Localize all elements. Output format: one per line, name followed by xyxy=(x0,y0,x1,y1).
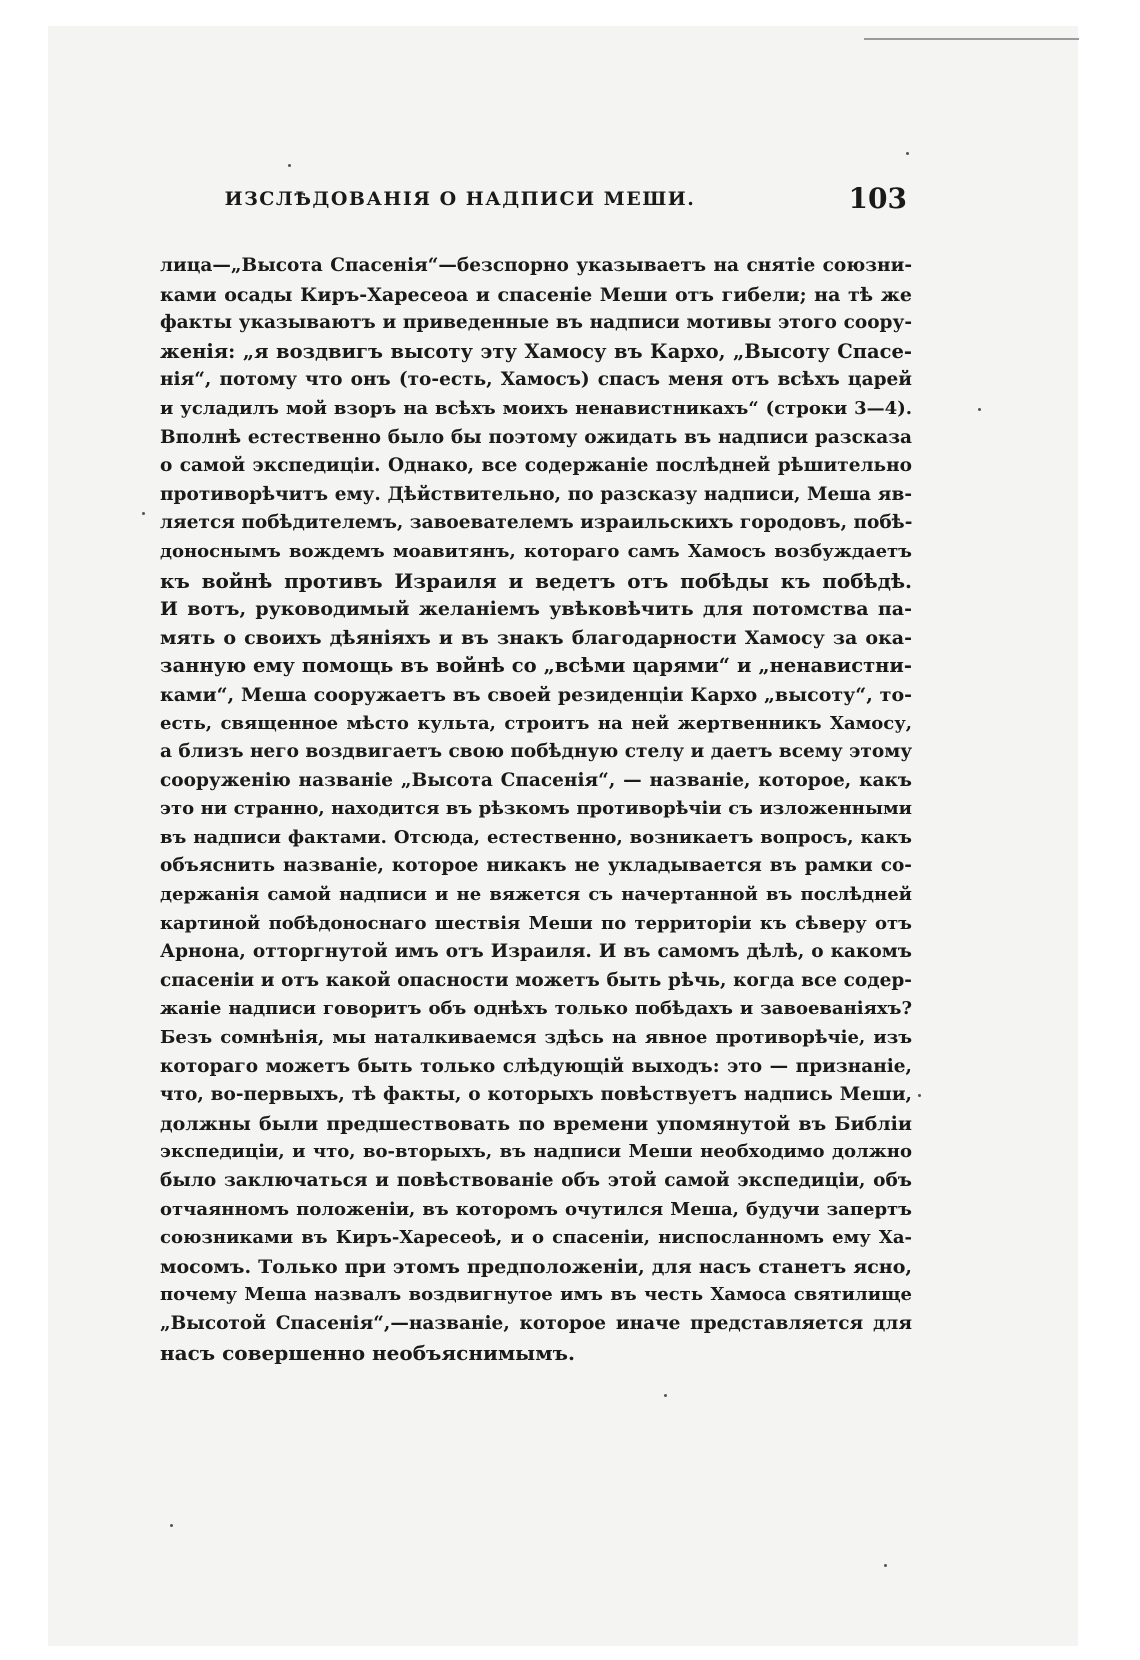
page-number: 103 xyxy=(848,182,907,215)
scan-speck xyxy=(664,1394,667,1397)
text-line: почему Меша назвалъ воздвигнутое имъ въ честь Хамоса святилище xyxy=(160,1284,912,1306)
scan-speck xyxy=(170,1524,173,1527)
text-line: должны были предшествовать по времени упомянутой въ Библіи xyxy=(160,1112,912,1135)
text-line: въ надписи фактами. Отсюда, естественно, возникаетъ вопросъ, какъ xyxy=(160,826,912,848)
text-line: есть, священное мѣсто культа, строитъ на ней жертвенникъ Хамосу, xyxy=(160,712,912,734)
text-line: лица—„Высота Спасенія“—безспорно указываетъ на снятіе союзни- xyxy=(160,255,912,276)
text-line: спасеніи и отъ какой опасности можетъ быть рѣчь, когда все содер- xyxy=(160,969,912,991)
scan-speck xyxy=(918,1094,921,1097)
text-line: мять о своихъ дѣяніяхъ и въ знакъ благодарности Хамосу за ока- xyxy=(160,626,912,649)
text-line: сооруженію названіе „Высота Спасенія“, — названіе, которое, какъ xyxy=(160,769,912,791)
text-line: „Высотой Спасенія“,—названіе, которое иначе представляется для xyxy=(160,1312,912,1334)
text-line: доноснымъ вождемъ моавитянъ, котораго самъ Хамосъ возбуждаетъ xyxy=(160,540,912,562)
text-line: что, во-первыхъ, тѣ факты, о которыхъ повѣствуетъ надпись Меши, xyxy=(160,1084,912,1106)
scan-speck xyxy=(906,152,909,155)
text-line: противорѣчитъ ему. Дѣйствительно, по разсказу надписи, Меша яв- xyxy=(160,483,912,505)
text-line: Безъ сомнѣнія, мы наталкиваемся здѣсь на явное противорѣчіе, изъ xyxy=(160,1027,912,1049)
text-line: объяснить названіе, которое никакъ не укладывается въ рамки со- xyxy=(160,855,912,877)
text-line: женія: „я воздвигъ высоту эту Хамосу въ Кархо, „Высоту Спасе- xyxy=(160,339,912,363)
text-line: держанія самой надписи и не вяжется съ начертанной въ послѣдней xyxy=(160,884,912,906)
text-line: И вотъ, руководимый желаніемъ увѣковѣчить для потомства па- xyxy=(160,598,912,621)
body-text xyxy=(160,252,912,1367)
text-line: котораго можетъ быть только слѣдующій выходъ: это — признаніе, xyxy=(160,1055,912,1077)
text-line: отчаянномъ положеніи, въ которомъ очутился Меша, будучи запертъ xyxy=(160,1198,912,1220)
text-line: мосомъ. Только при этомъ предположеніи, для насъ станетъ ясно, xyxy=(160,1255,912,1278)
text-line: факты указываютъ и приведенные въ надписи мотивы этого соору- xyxy=(160,312,912,334)
text-line: насъ совершенно необъяснимымъ. xyxy=(160,1340,575,1365)
text-line: это ни странно, находится въ рѣзкомъ противорѣчіи съ изложенными xyxy=(160,798,912,820)
text-line: занную ему помощь въ войнѣ со „всѣми царями“ и „ненавистни- xyxy=(160,654,912,678)
text-line: нія“, потому что онъ (то-есть, Хамосъ) спасъ меня отъ всѣхъ царей xyxy=(160,369,912,391)
text-line: было заключаться и повѣствованіе объ этой самой экспедиціи, объ xyxy=(160,1170,912,1191)
text-line: экспедиціи, и что, во-вторыхъ, въ надписи Меши необходимо должно xyxy=(160,1141,912,1163)
scan-speck xyxy=(142,512,145,515)
text-line: жаніе надписи говоритъ объ однѣхъ только побѣдахъ и завоеваніяхъ? xyxy=(160,998,912,1020)
text-line: Арнона, отторгнутой имъ отъ Израиля. И въ самомъ дѣлѣ, о какомъ xyxy=(160,941,912,963)
text-line: къ войнѣ противъ Израиля и ведетъ отъ побѣды къ побѣдѣ. xyxy=(160,568,912,593)
text-line: картиной побѣдоноснаго шествія Меши по территоріи къ сѣверу отъ xyxy=(160,912,912,934)
scan-speck xyxy=(288,164,291,167)
scan-speck xyxy=(978,408,981,411)
text-line: и усладилъ мой взоръ на всѣхъ моихъ ненавистникахъ“ (строки 3—4). xyxy=(160,397,912,419)
scan-speck xyxy=(884,1564,887,1567)
text-line: ками осады Киръ-Харесеоа и спасеніе Меши отъ гибели; на тѣ же xyxy=(160,283,912,306)
text-line: а близъ него воздвигаетъ свою побѣдную стелу и даетъ всему этому xyxy=(160,741,912,763)
text-line: союзниками въ Киръ-Харесеоѣ, и о спасеніи, ниспосланномъ ему Ха- xyxy=(160,1227,912,1249)
text-line: ками“, Меша сооружаетъ въ своей резиденціи Кархо „высоту“, то- xyxy=(160,683,912,706)
scan-edge-line xyxy=(864,38,1079,40)
running-title: ИЗСЛѢДОВАНІЯ О НАДПИСИ МЕШИ. xyxy=(224,188,696,210)
text-line: ляется побѣдителемъ, завоевателемъ израильскихъ городовъ, побѣ- xyxy=(160,512,912,534)
text-line: о самой экспедиціи. Однако, все содержаніе послѣдней рѣшительно xyxy=(160,455,912,477)
text-line: Вполнѣ естественно было бы поэтому ожидать въ надписи разсказа xyxy=(160,426,912,448)
page-header xyxy=(180,182,907,222)
